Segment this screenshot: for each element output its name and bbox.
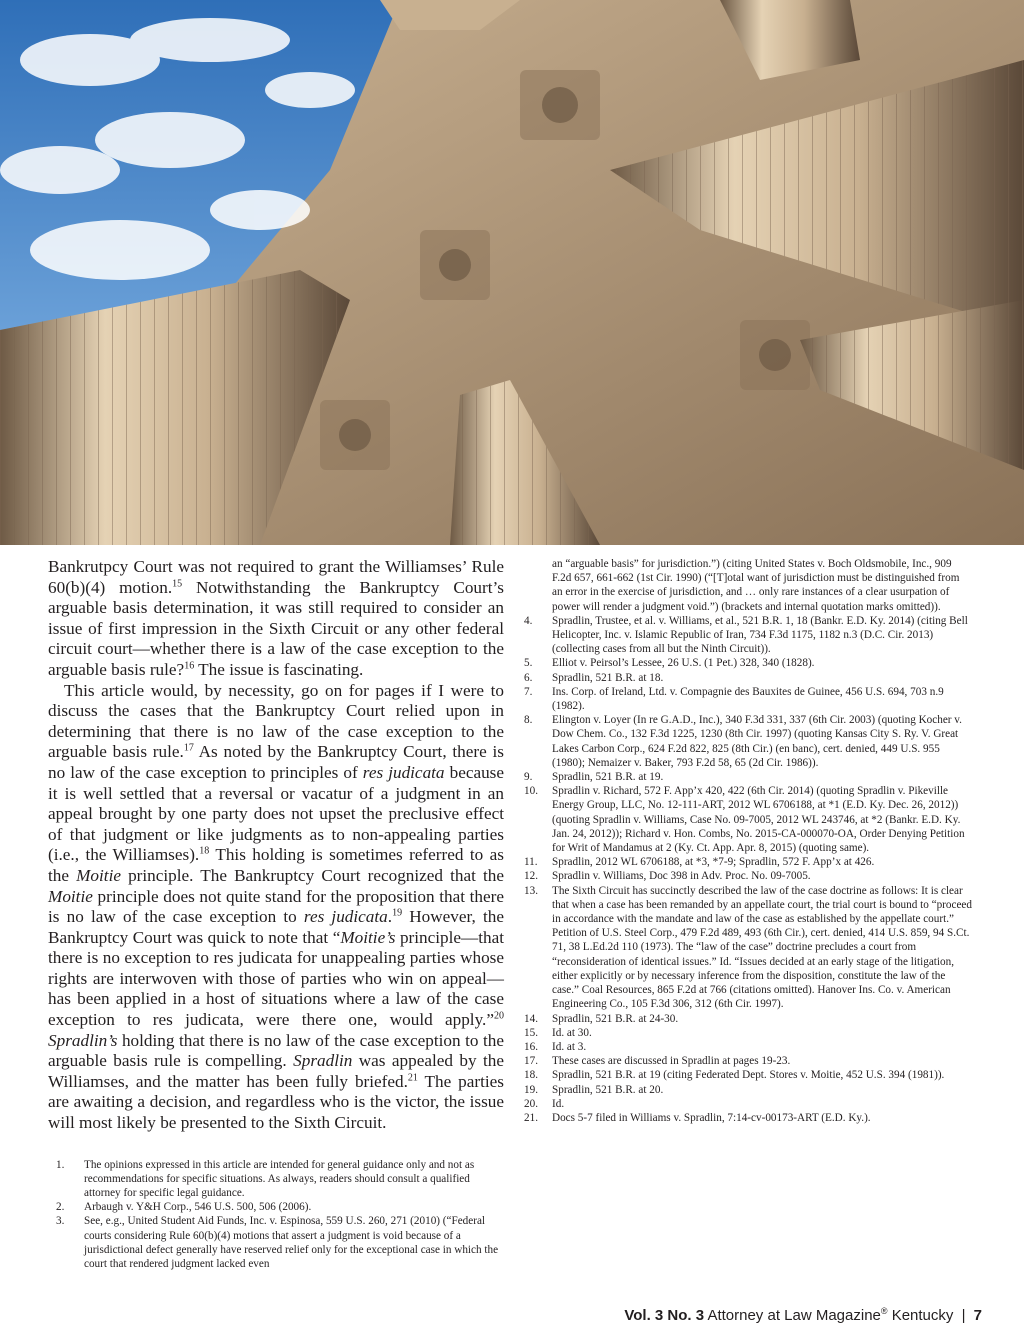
volume-label: Vol. 3 No. 3 — [624, 1307, 705, 1324]
footnote-3-continued: an “arguable basis” for jurisdiction.”) (citing United States v. Boch Oldsmobile, Inc., 909 F.2d 657, 661-662 (1st Cir. 1990) (“[T]otal want of jurisdiction must be distinguished from an error in the exercise of jurisdiction, and … only rare instances of a clear usurpation of power will render a judgment void.”) (brackets and internal quotation marks omitted)). — [552, 558, 960, 613]
footer-separator: | — [961, 1307, 966, 1324]
magazine-state: Kentucky — [887, 1307, 954, 1324]
footnote-item: 2. Arbaugh v. Y&H Corp., 546 U.S. 500, 506 (2006). — [56, 1201, 312, 1214]
footnote-item: 20. Id. — [524, 1097, 565, 1110]
footnote-item: 1. The opinions expressed in this article are intended for general guidance only and not as recommendations for specific situations. As always, readers should consult a qualified attorney for specific legal guidance. — [56, 1158, 475, 1200]
footnote-item: 18. Spradlin, 521 B.R. at 19 (citing Federated Dept. Stores v. Moitie, 452 U.S. 394 (1981)). — [524, 1069, 945, 1082]
registered-mark: ® — [880, 1306, 888, 1316]
footnote-item: 10. Spradlin v. Richard, 572 F. App’x 420, 422 (6th Cir. 2014) (quoting Spradlin v. Pikeville Energy Group, LLC, No. 12-111-ART, 2012 WL 6706188, at *1 (E.D. Ky. Dec. 26, 2012)) (quoting Spradlin v. Williams, Case No. 09-7005, 2012 WL 243746, at *2 (Bankr. E.D. Ky. Jan. 24, 2012)); Richard v. Hon. Combs, No. 2015-CA-000070-OA, Order Denying Petition for Writ of Mandamus at 2 (Ky. Ct. App. Apr. 8, 2015) (quoting same). — [524, 785, 965, 855]
footnote-item: 13. The Sixth Circuit has succinctly described the law of the case doctrine as follows: It is clear that when a case has been remanded by an appellate court, the trial court is bound to “proceed in accordance with the mandate and law of the case as established by the appellate court.” Petition of U.S. Steel Corp., 479 F.2d 489, 493 (6th Cir.), cert. denied, 414 U.S. 859, 94 S.Ct. 71, 38 L.Ed.2d 110 (1973). The “law of the case” doctrine precludes a court from “reconsideration of identical issues.” Id. “Issues decided at an early stage of the litigation, either explicitly or by necessary inference from the disposition, constitute the law of the case.” Coal Resources, 865 F.2d at 766 (citations omitted). Hanover Ins. Co. v. American Engineering Co., 105 F.3d 306, 312 (6th Cir. 1997). — [524, 884, 972, 1011]
footnote-item: 16. Id. at 3. — [524, 1040, 587, 1053]
page-number: 7 — [973, 1307, 982, 1324]
page-footer — [624, 1306, 982, 1324]
magazine-name: Attorney at Law Magazine — [704, 1307, 881, 1324]
footnote-item: 12. Spradlin v. Williams, Doc 398 in Adv. Proc. No. 09-7005. — [524, 870, 811, 883]
left-column — [48, 557, 504, 1271]
footnote-item: 6. Spradlin, 521 B.R. at 18. — [524, 671, 664, 684]
footnotes-left — [48, 1158, 504, 1272]
footnotes-right — [524, 614, 972, 1125]
footnote-item: 11. Spradlin, 2012 WL 6706188, at *3, *7-9; Spradlin, 572 F. App’x at 426. — [524, 856, 875, 869]
footnote-item: 21. Docs 5-7 filed in Williams v. Spradlin, 7:14-cv-00173-ART (E.D. Ky.). — [524, 1111, 871, 1124]
footnote-item: 3. See, e.g., United Student Aid Funds, Inc. v. Espinosa, 559 U.S. 260, 271 (2010) (“Federal courts considering Rule 60(b)(4) motions that assert a judgment is void because of a jurisdictional defect generally have reserved relief only for the exceptional case in which the court that rendered judgment lacked even — [56, 1215, 499, 1271]
footnote-item: 17. These cases are discussed in Spradlin at pages 19-23. — [524, 1055, 791, 1068]
body-paragraph-2: This article would, by necessity, go on for pages if I were to discuss the cases that the Bankruptcy Court relied upon in determining that there is no law of the case exception to the arguable basis rule.$^{17}$ As noted by the Bankruptcy Court, there is no law of the case exception to principles of res judicata because it is well settled that a reversal or vacatur of a judgment in an appeal brought by one party does not upset the preclusive effect of that judgment or like judgments as to non-appealing parties (i.e., the Williamses).$^{18}$ This holding is sometimes referred to as the Moitie principle. The Bankruptcy Court recognized that the Moitie principle does not quite stand for the proposition that there is no law of the case exception to res judicata.$^{19}$ However, the Bankruptcy Court was quick to note that “Moitie’s principle—that there is no exception to res judicata for unappealing parties whose rights are interwoven with those of parties who win on appeal—has been applied in a host of situations where a law of the case exception to res judicata, were there one, would apply.”$^{20}$ Spradlin’s holding that there is no law of the case exception to the arguable basis rule is compelling. Spradlin was appealed by the Williamses, and the matter has been fully briefed.$^{21}$ The parties are awaiting a decision, and regardless who is the victor, the issue will most likely be presented to the Sixth Circuit. — [48, 680, 505, 1133]
columns-illustration — [0, 0, 1024, 545]
footnote-item: 15. Id. at 30. — [524, 1026, 592, 1039]
footnote-item: 14. Spradlin, 521 B.R. at 24-30. — [524, 1012, 679, 1025]
footnote-item: 7. Ins. Corp. of Ireland, Ltd. v. Compagnie des Bauxites de Guinee, 456 U.S. 694, 703 n.9 (1982). — [524, 685, 944, 713]
footnote-item: 9. Spradlin, 521 B.R. at 19. — [524, 771, 664, 784]
body-paragraph-1: Bankrutpcy Court was not required to grant the Williamses’ Rule 60(b)(4) motion.$^{15}$ Notwithstanding the Bankruptcy Court’s arguable basis determination, it was still required to consider an issue of first impression in the Sixth Circuit or any other federal circuit court—whether there is a law of the case exception to the arguable basis rule?$^{16}$ The issue is fascinating. — [48, 557, 504, 679]
footnote-item: 4. Spradlin, Trustee, et al. v. Williams, et al., 521 B.R. 1, 18 (Bankr. E.D. Ky. 2014) (citing Bell Helicopter, Inc. v. Islamic Republic of Iran, 734 F.3d 1175, 1182 n.3 (D.C. Cir. 2013) (collecting cases from all but the Ninth Circuit)). — [524, 614, 968, 656]
right-column — [524, 557, 972, 1125]
hero-photo-columns — [0, 0, 1024, 545]
footnote-item: 19. Spradlin, 521 B.R. at 20. — [524, 1083, 664, 1096]
footnote-item: 5. Elliot v. Peirsol’s Lessee, 26 U.S. (1 Pet.) 328, 340 (1828). — [524, 657, 815, 670]
footnote-item: 8. Elington v. Loyer (In re G.A.D., Inc.), 340 F.3d 331, 337 (6th Cir. 2003) (quoting Kocher v. Dow Chem. Co., 132 F.3d 1225, 1230 (8th Cir. 1997) (quoting Kansas City S. Ry. V. Great Lakes Carbon Corp., 624 F.2d 822, 825 (8th Cir.) (en banc), cert. denied, 449 U.S. 955 (1980); Nemaizer v. Baker, 793 F.2d 58, 65 (2d Cir. 1986)). — [524, 714, 962, 769]
